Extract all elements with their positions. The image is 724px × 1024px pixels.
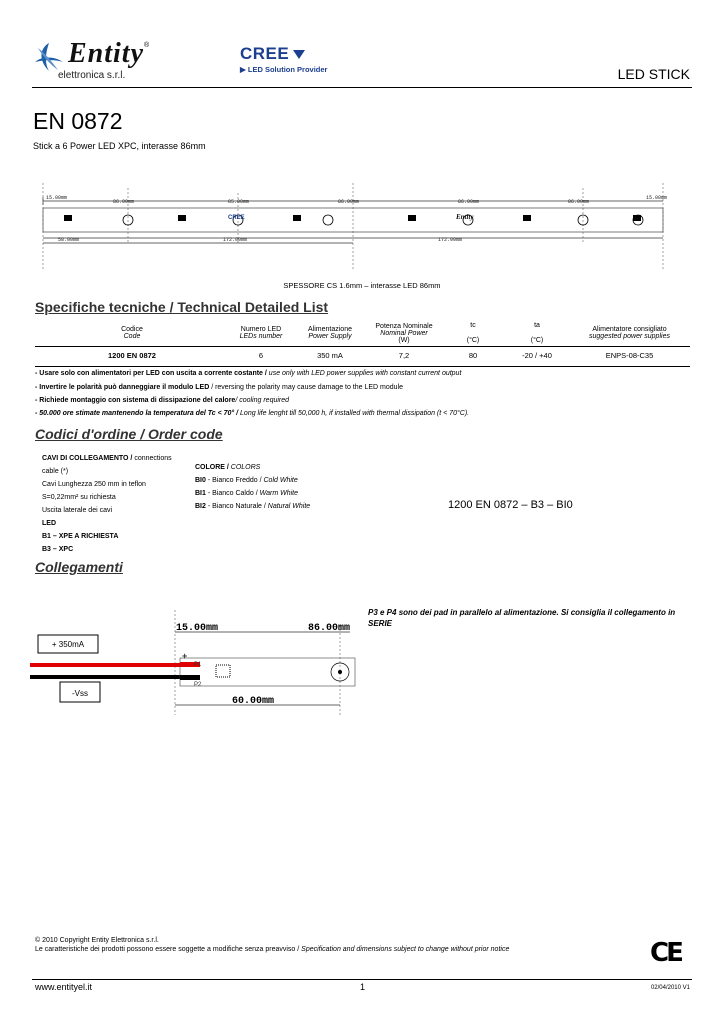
dim-86mm: 86.00mm: [308, 623, 351, 634]
spec-data-row: [35, 347, 690, 364]
cell: ENPS-08-C35: [605, 350, 654, 360]
cree-name: CREE: [240, 44, 290, 63]
col-supply: Alimentazione Power Supply: [308, 326, 352, 340]
dim-60mm: 60.00mm: [232, 696, 275, 707]
header-divider: [32, 87, 692, 88]
dim-label: 86.00mm: [568, 199, 590, 205]
product-description: Stick a 6 Power LED XPC, interasse 86mm: [33, 141, 206, 151]
doc-date: 02/04/2010 V1: [650, 985, 690, 991]
brand-subtitle: elettronica s.r.l.: [58, 70, 126, 81]
cell: -20 / +40: [522, 350, 552, 360]
order-cables: CAVI DI COLLEGAMENTO / connections cable (*) Cavi Lunghezza 250 mm in teflon S=0,22mm² su richiesta Uscita laterale dei cavi LED B1 – XPE A RICHIESTA B3 – XPC: [42, 455, 172, 553]
pad-label: P2: [194, 682, 202, 688]
dim-label: 58.00mm: [58, 237, 80, 243]
dim-label: 86.00mm: [458, 199, 480, 205]
plus-sign: +: [182, 651, 188, 661]
drawing-entity-mark: Entity: [456, 213, 474, 221]
dim-label: 15.00mm: [646, 195, 668, 201]
cell: 6: [258, 350, 264, 360]
dim-label: 85.00mm: [228, 199, 250, 205]
spec-heading: Specifiche tecniche / Technical Detailed List: [35, 299, 329, 315]
spec-header-row: [35, 320, 690, 347]
cree-tagline: ▶ LED Solution Provider: [240, 65, 328, 74]
entity-logo: [32, 38, 157, 90]
cree-mark-icon: [292, 48, 306, 60]
connection-diagram: [30, 610, 370, 720]
dim-label: 172.00mm: [438, 237, 463, 243]
product-code: EN 0872: [33, 108, 123, 134]
minus-vss-label: -Vss: [72, 689, 88, 698]
dim-label: 15.00mm: [46, 195, 68, 201]
website-link[interactable]: www.entityel.it: [35, 982, 93, 992]
product-category: LED STICK: [617, 66, 690, 82]
drawing-caption: SPESSORE CS 1.6mm – interasse LED 86mm: [283, 281, 441, 290]
footer-divider: [32, 979, 692, 980]
order-heading: Codici d'ordine / Order code: [35, 426, 223, 442]
pad-label: P1: [194, 662, 202, 668]
note: - Usare solo con alimentatori per LED con uscita a corrente costante / use only with LED power supplies with constant current output: [35, 370, 462, 377]
cell: 350 mA: [317, 350, 343, 360]
cell: 7,2: [398, 350, 410, 360]
note: - 50.000 ore stimate mantenendo la temperatura del Tc < 70° / Long life lenght till 50,000 h, if installed with thermal dissipation (t < 70°C).: [35, 410, 470, 417]
dim-label: 172.00mm: [223, 237, 248, 243]
col-leds: Numero LED LEDs number: [239, 326, 283, 340]
dim-label: 86.00mm: [338, 199, 360, 205]
connections-note: P3 e P4 sono dei pad in parallelo al alimentazione. Si consiglia il collegamento in SERIE: [368, 608, 676, 628]
col-psu: Alimentatore consigliato suggested power supplies: [589, 326, 670, 340]
plus-350ma-label: + 350mA: [51, 640, 85, 649]
order-example-code: 1200 EN 0872 – B3 – BI0: [448, 499, 573, 511]
page-number: 1: [360, 982, 366, 992]
cell: 1200 EN 0872: [108, 350, 156, 360]
col-code: Codice Code: [121, 326, 143, 340]
brand-registered: ®: [144, 42, 150, 49]
cree-logo: [240, 44, 340, 78]
col-power: Potenza Nominale Nominal Power (W): [375, 322, 433, 344]
note: - Invertire le polarità può danneggiare il modulo LED / reversing the polarity may cause damage to the LED module: [35, 384, 404, 391]
drawing-cree-mark: CREE: [228, 215, 245, 221]
footer-copyright: © 2010 Copyright Entity Elettronica s.r.l. Le caratteristiche dei prodotti possono essere soggette a modifiche senza preavviso / Specification and dimensions subject to change without prior notice: [35, 937, 510, 953]
col-tc: tc (°C): [466, 322, 480, 344]
order-colors: COLORE / COLORS BI0 - Bianco Freddo / Cold White BI1 - Bianco Caldo / Warm White BI2 - Bianco Naturale / Natural White: [195, 464, 311, 510]
cell: 80: [468, 350, 478, 360]
dim-label: 86.00mm: [113, 199, 135, 205]
dim-15mm: 15.00mm: [176, 623, 219, 634]
col-ta: ta (°C): [530, 322, 544, 344]
ce-mark-icon: CE: [650, 938, 681, 968]
technical-drawing: [38, 183, 698, 273]
brand-name: Entity: [68, 38, 145, 69]
spec-divider: [35, 366, 690, 367]
entity-swirl-icon: [32, 40, 66, 74]
note: - Richiede montaggio con sistema di dissipazione del calore/ cooling required: [35, 397, 290, 404]
spec-table: [35, 320, 690, 363]
connections-heading: Collegamenti: [35, 559, 123, 575]
